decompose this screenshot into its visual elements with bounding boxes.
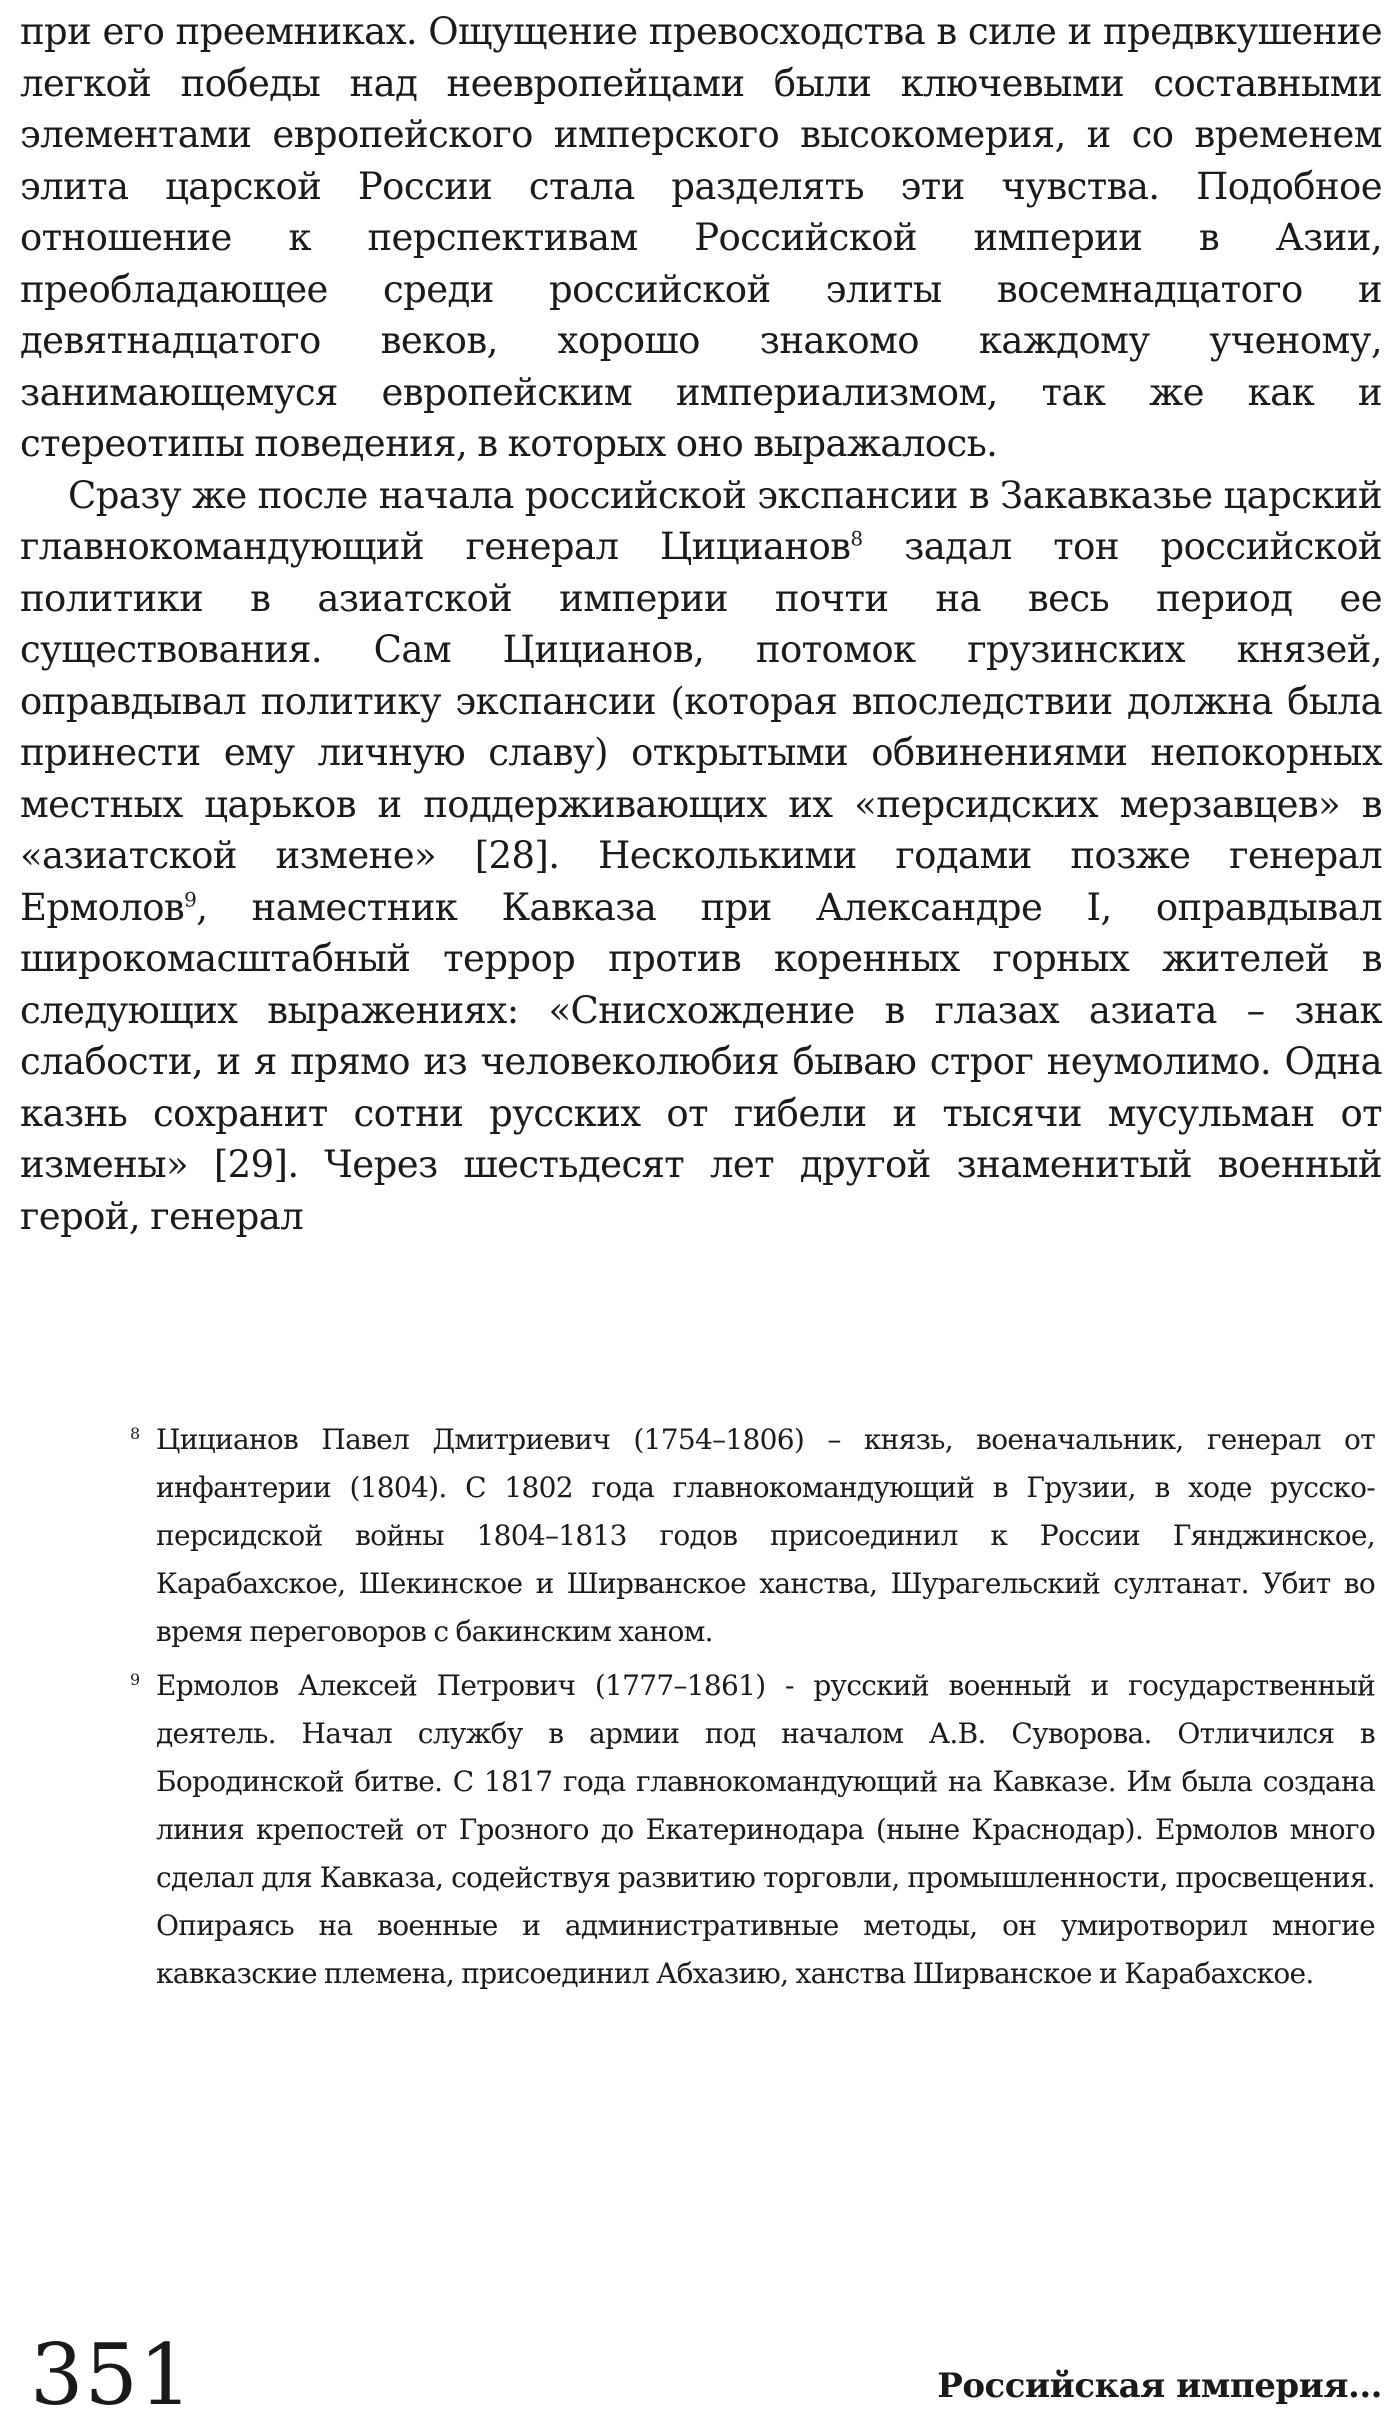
footnote-mark-9: 9 xyxy=(130,1670,140,1689)
footnote-text-9: Ермолов Алексей Петрович (1777–1861) - русский военный и государственный деятель. Начал службу в армии под началом А.В. Суворова. Отличился в Бородинской битве. С 1817 года главнокомандующий на Кавказе. Им была создана линия крепостей от Грозного до Екатеринодара (ныне Краснодар). Ермолов много сделал для Кавказа, содействуя развитию торговли, промышленности, просвещения. Опираясь на военные и административные методы, он умиротворил многие кавказские племена, присоединил Абхазию, ханства Ширванское и Карабахское. xyxy=(156,1669,1375,1990)
paragraph-1: при его преемниках. Ощущение превосходства в силе и предвкушение легкой победы над неевропейцами были ключевыми составными элементами европейского имперского высокомерия, и со временем элита царской России стала разделять эти чувства. Подобное отношение к перспективам Российской империи в Азии, преобладающее среди российской элиты восемнадцатого и девятнадцатого веков, хорошо знакомо каждому ученому, занимающемуся европейским империализмом, так же как и стереотипы поведения, в которых оно выражалось. xyxy=(20,10,1382,465)
footnote-9 xyxy=(130,1662,1375,1998)
paragraph-2 xyxy=(20,470,1382,1243)
page-number: 351 xyxy=(30,2326,194,2424)
paragraph-2-part-1: Сразу же после начала российской экспансии в Закавказье царский главнокомандующий генерал Цицианов xyxy=(20,473,1382,568)
footnotes xyxy=(130,1416,1375,2004)
running-head: Российская империя... xyxy=(937,2366,1382,2406)
main-text xyxy=(20,6,1382,1242)
footnote-ref-9: 9 xyxy=(184,887,197,912)
footnote-8 xyxy=(130,1416,1375,1656)
footnote-text-8: Цицианов Павел Дмитриевич (1754–1806) – князь, военачальник, генерал от инфантерии (1804). С 1802 года главнокомандующий в Грузии, в ходе русско-персидской войны 1804–1813 годов присоединил к России Гянджинское, Карабахское, Шекинское и Ширванское ханства, Шурагельский султанат. Убит во время переговоров с бакинским ханом. xyxy=(156,1423,1375,1648)
footnote-ref-8: 8 xyxy=(850,526,863,551)
paragraph-2-part-2: задал тон российской политики в азиатской империи почти на весь период ее существования. Сам Цицианов, потомок грузинских князей, оправдывал политику экспансии (которая впоследствии должна была принести ему личную славу) открытыми обвинениями непокорных местных царьков и поддерживающих их «персидских мерзавцев» в «азиатской измене» [28]. Несколькими годами позже генерал Ермолов xyxy=(20,525,1382,929)
footnote-mark-8: 8 xyxy=(130,1424,140,1443)
paragraph-2-part-3: , наместник Кавказа при Александре I, оправдывал широкомасштабный террор против коренных горных жителей в следующих выражениях: «Снисхождение в глазах азиата – знак слабости, и я прямо из человеколюбия бываю строг неумолимо. Одна казнь сохранит сотни русских от гибели и тысячи мусульман от измены» [29]. Через шестьдесят лет другой знаменитый военный герой, генерал xyxy=(20,885,1382,1238)
